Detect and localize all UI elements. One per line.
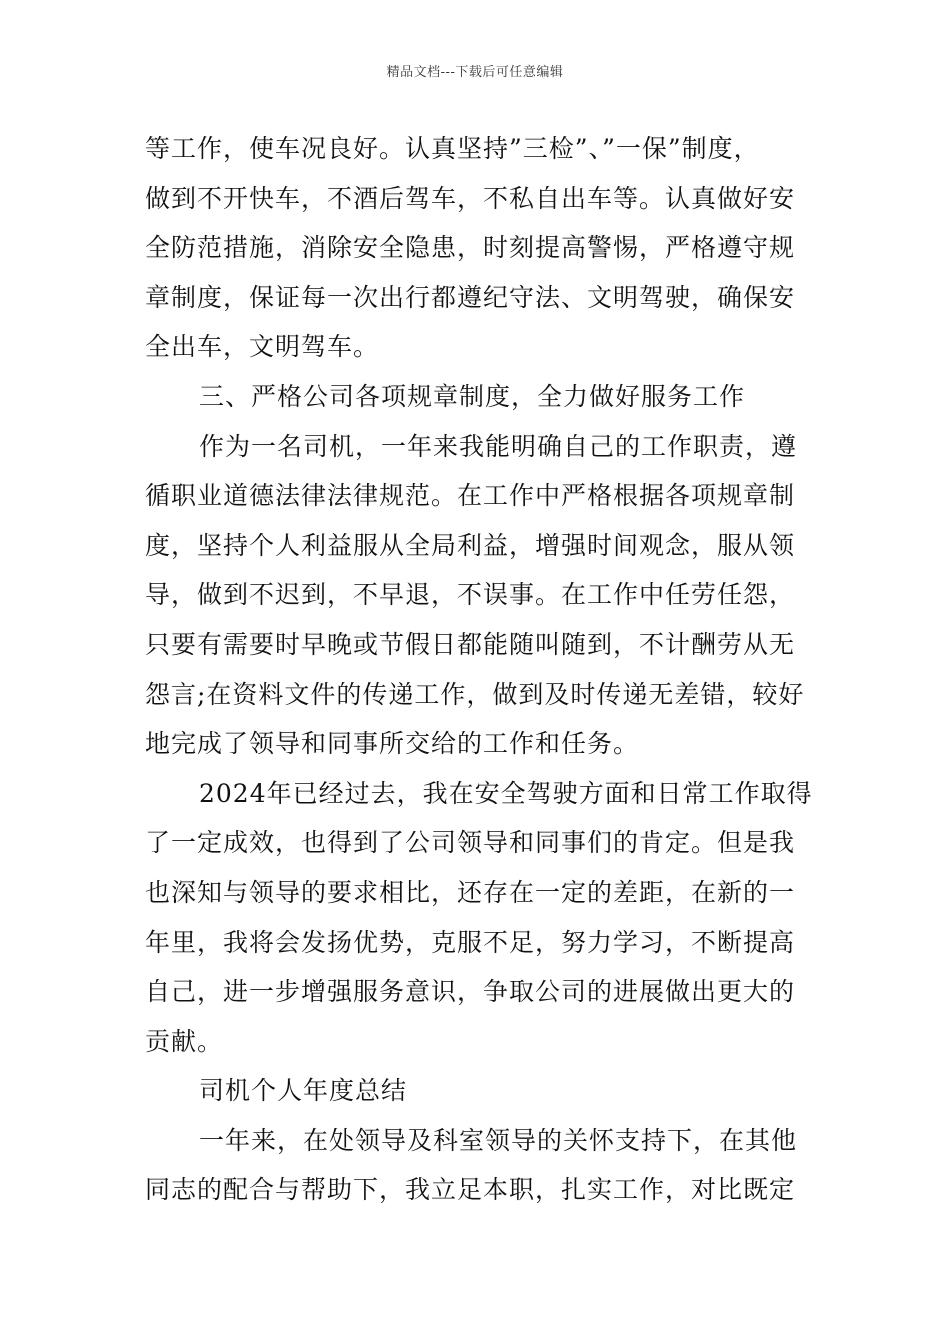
text-line: 导，做到不迟到，不早退，不误事。在工作中任劳任怨， bbox=[145, 580, 796, 610]
text-line: 贡献。 bbox=[145, 1026, 224, 1056]
text-line: 自己，进一步增强服务意识，争取公司的进展做出更大的 bbox=[145, 977, 796, 1007]
text-line: 同志的配合与帮助下，我立足本职，扎实工作，对比既定 bbox=[145, 1175, 796, 1205]
text-line: 全出车，文明驾车。 bbox=[145, 332, 380, 362]
heading-line: 司机个人年度总结 bbox=[199, 1076, 408, 1106]
section-title-annual-summary bbox=[145, 1066, 810, 1116]
text-line: 章制度，保证每一次出行都遵纪守法、文明驾驶，确保安 bbox=[145, 282, 796, 312]
heading-line: 三、严格公司各项规章制度，全力做好服务工作 bbox=[199, 381, 746, 411]
text-line: 地完成了领导和同事所交给的工作和任务。 bbox=[145, 729, 640, 759]
text-line: 等工作，使车况良好。认真坚持”三检”、”一保”制度， bbox=[145, 134, 760, 163]
text-line: 一年来，在处领导及科室领导的关怀支持下，在其他 bbox=[199, 1125, 798, 1155]
text-line: 度，坚持个人利益服从全局利益，增强时间观念，服从领 bbox=[145, 530, 796, 560]
text-line: 年里，我将会发扬优势，克服不足，努力学习，不断提高 bbox=[145, 927, 796, 957]
text-line: 循职业道德法律法律规范。在工作中严格根据各项规章制 bbox=[145, 481, 796, 511]
paragraph-summary-intro bbox=[145, 1116, 810, 1215]
text-line: 只要有需要时早晚或节假日都能随叫随到，不计酬劳从无 bbox=[145, 629, 796, 659]
paragraph-year-review bbox=[145, 769, 813, 1067]
text-line: 全防范措施，消除安全隐患，时刻提高警惕，严格遵守规 bbox=[145, 233, 796, 263]
paragraph-vehicle-maintenance bbox=[145, 124, 810, 372]
text-line: 怨言;在资料文件的传递工作，做到及时传递无差错，较好 bbox=[145, 679, 805, 709]
document-body bbox=[145, 124, 813, 1215]
text-line: 也深知与领导的要求相比，还存在一定的差距，在新的一 bbox=[145, 877, 796, 907]
section-heading-three bbox=[145, 372, 810, 422]
text-line: 了一定成效，也得到了公司领导和同事们的肯定。但是我 bbox=[145, 828, 796, 858]
page-header: 精品文档---下载后可任意编辑 bbox=[386, 65, 564, 80]
text-line: 2024年已经过去，我在安全驾驶方面和日常工作取得 bbox=[199, 778, 813, 808]
paragraph-driver-duties bbox=[145, 422, 810, 769]
text-line: 作为一名司机，一年来我能明确自己的工作职责，遵 bbox=[199, 431, 798, 461]
text-line: 做到不开快车，不酒后驾车，不私自出车等。认真做好安 bbox=[145, 183, 796, 213]
